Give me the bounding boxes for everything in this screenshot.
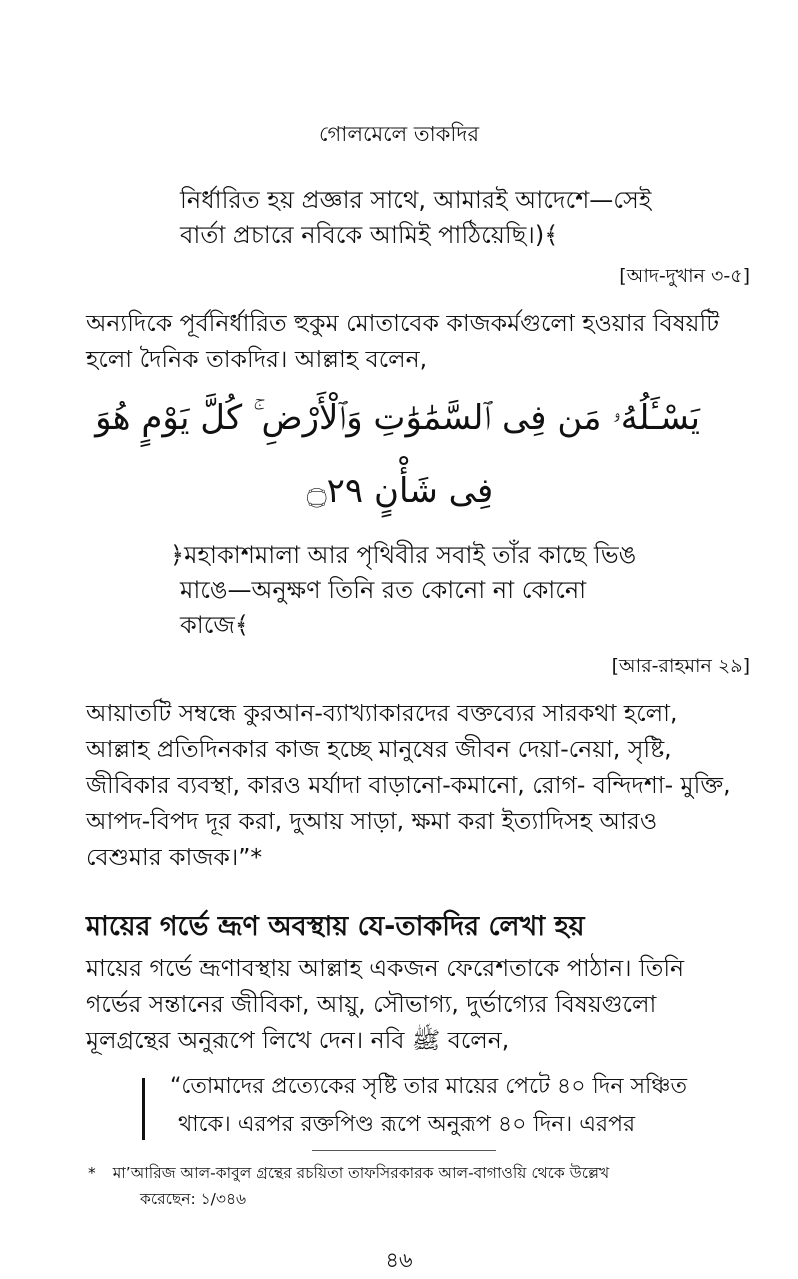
section-heading: মায়ের গর্ভে ভ্রূণ অবস্থায় যে-তাকদির লেখা হয় [86,911,585,942]
running-header: গোলমেলে তাকদির [318,122,479,146]
paragraph-line: গর্ভের সন্তানের জীবিকা, আয়ু, সৌভাগ্য, দুর্ভাগ্যের বিষয়গুলো [86,990,657,1018]
footnote-line-1: মা’আরিজ আল-কাবুল গ্রন্থের রচয়িতা তাফসিরকারক আল-বাগাওয়ি থেকে উল্লেখ [112,1164,610,1182]
verse-reference-1: [আদ-দুখান ৩-৫] [619,265,750,287]
quote-bar [142,1078,145,1140]
paragraph-line: হলো দৈনিক তাকদির। আল্লাহ বলেন, [86,345,428,373]
verse-translation-2 [170,538,650,643]
verse-line: ﴿মহাকাশমালা আর পৃথিবীর সবাই তাঁর কাছে ভিঙ [170,541,637,569]
footnote-rule [312,1150,496,1151]
quote-line: থাকে। এরপর রক্তপিণ্ড রূপে অনুরূপ ৪০ দিন। এরপর [178,1112,636,1137]
hadith-quote [170,1068,750,1144]
verse-line: বার্তা প্রচারে নবিকে আমিই পাঠিয়েছি।)﴾ [180,221,559,249]
paragraph-line: আল্লাহ প্রতিদিনকার কাজ হচ্ছে মানুষের জীবন দেয়া-নেয়া, সৃষ্টি, [86,735,672,763]
quote-line: “তোমাদের প্রত্যেকের সৃষ্টি তার মায়ের পেটে ৪০ দিন সঞ্চিত [170,1074,688,1099]
footnote-marker: * [88,1164,96,1182]
arabic-verse-line-1: يَسْـَٔلُهُۥ مَن فِى ٱلسَّمَٰوَٰتِ وَٱلْأَرْضِ ۚ كُلَّ يَوْمٍ هُوَ [95,398,700,438]
verse-translation-1 [180,183,660,253]
verse-line: নির্ধারিত হয় প্রজ্ঞার সাথে, আমারই আদেশে—সেই [180,186,652,214]
paragraph-line: মায়ের গর্ভে ভ্রূণাবস্থায় আল্লাহ একজন ফেরেশতাকে পাঠান। তিনি [86,954,685,982]
paragraph-line: আপদ-বিপদ দূর করা, দুআয় সাড়া, ক্ষমা করা ইত্যাদিসহ আরও [86,807,658,835]
paragraph-line: জীবিকার ব্যবস্থা, কারও মর্যাদা বাড়ানো-কমানো, রোগ- বন্দিদশা- মুক্তি, [86,771,731,799]
verse-line: কাজে﴾ [180,611,249,639]
paragraph-line: অন্যদিকে পূর্বনির্ধারিত হুকুম মোতাবেক কাজকর্মগুলো হওয়ার বিষয়টি [86,309,720,337]
paragraph-1 [86,305,750,377]
verse-reference-2: [আর-রাহমান ২৯] [611,655,750,677]
paragraph-line: বেশুমার কাজক।”* [86,843,263,871]
paragraph-line: আয়াতটি সম্বন্ধে কুরআন-ব্যাখ্যাকারদের বক্তব্যের সারকথা হলো, [86,699,678,727]
footnote [88,1160,609,1186]
paragraph-line: মূলগ্রন্থের অনুরূপে লিখে দেন। নবি ﷺ বলেন, [86,1026,510,1054]
footnote-line-2: করেছেন: ১/৩৪৬ [140,1190,247,1208]
paragraph-2 [86,695,750,875]
arabic-verse-line-2: فِى شَأْنٍ ۝٢٩ [306,471,494,511]
paragraph-3 [86,950,750,1058]
verse-line: মাঙে—অনুক্ষণ তিনি রত কোনো না কোনো [180,576,587,604]
page-number: ৪৬ [385,1248,413,1272]
